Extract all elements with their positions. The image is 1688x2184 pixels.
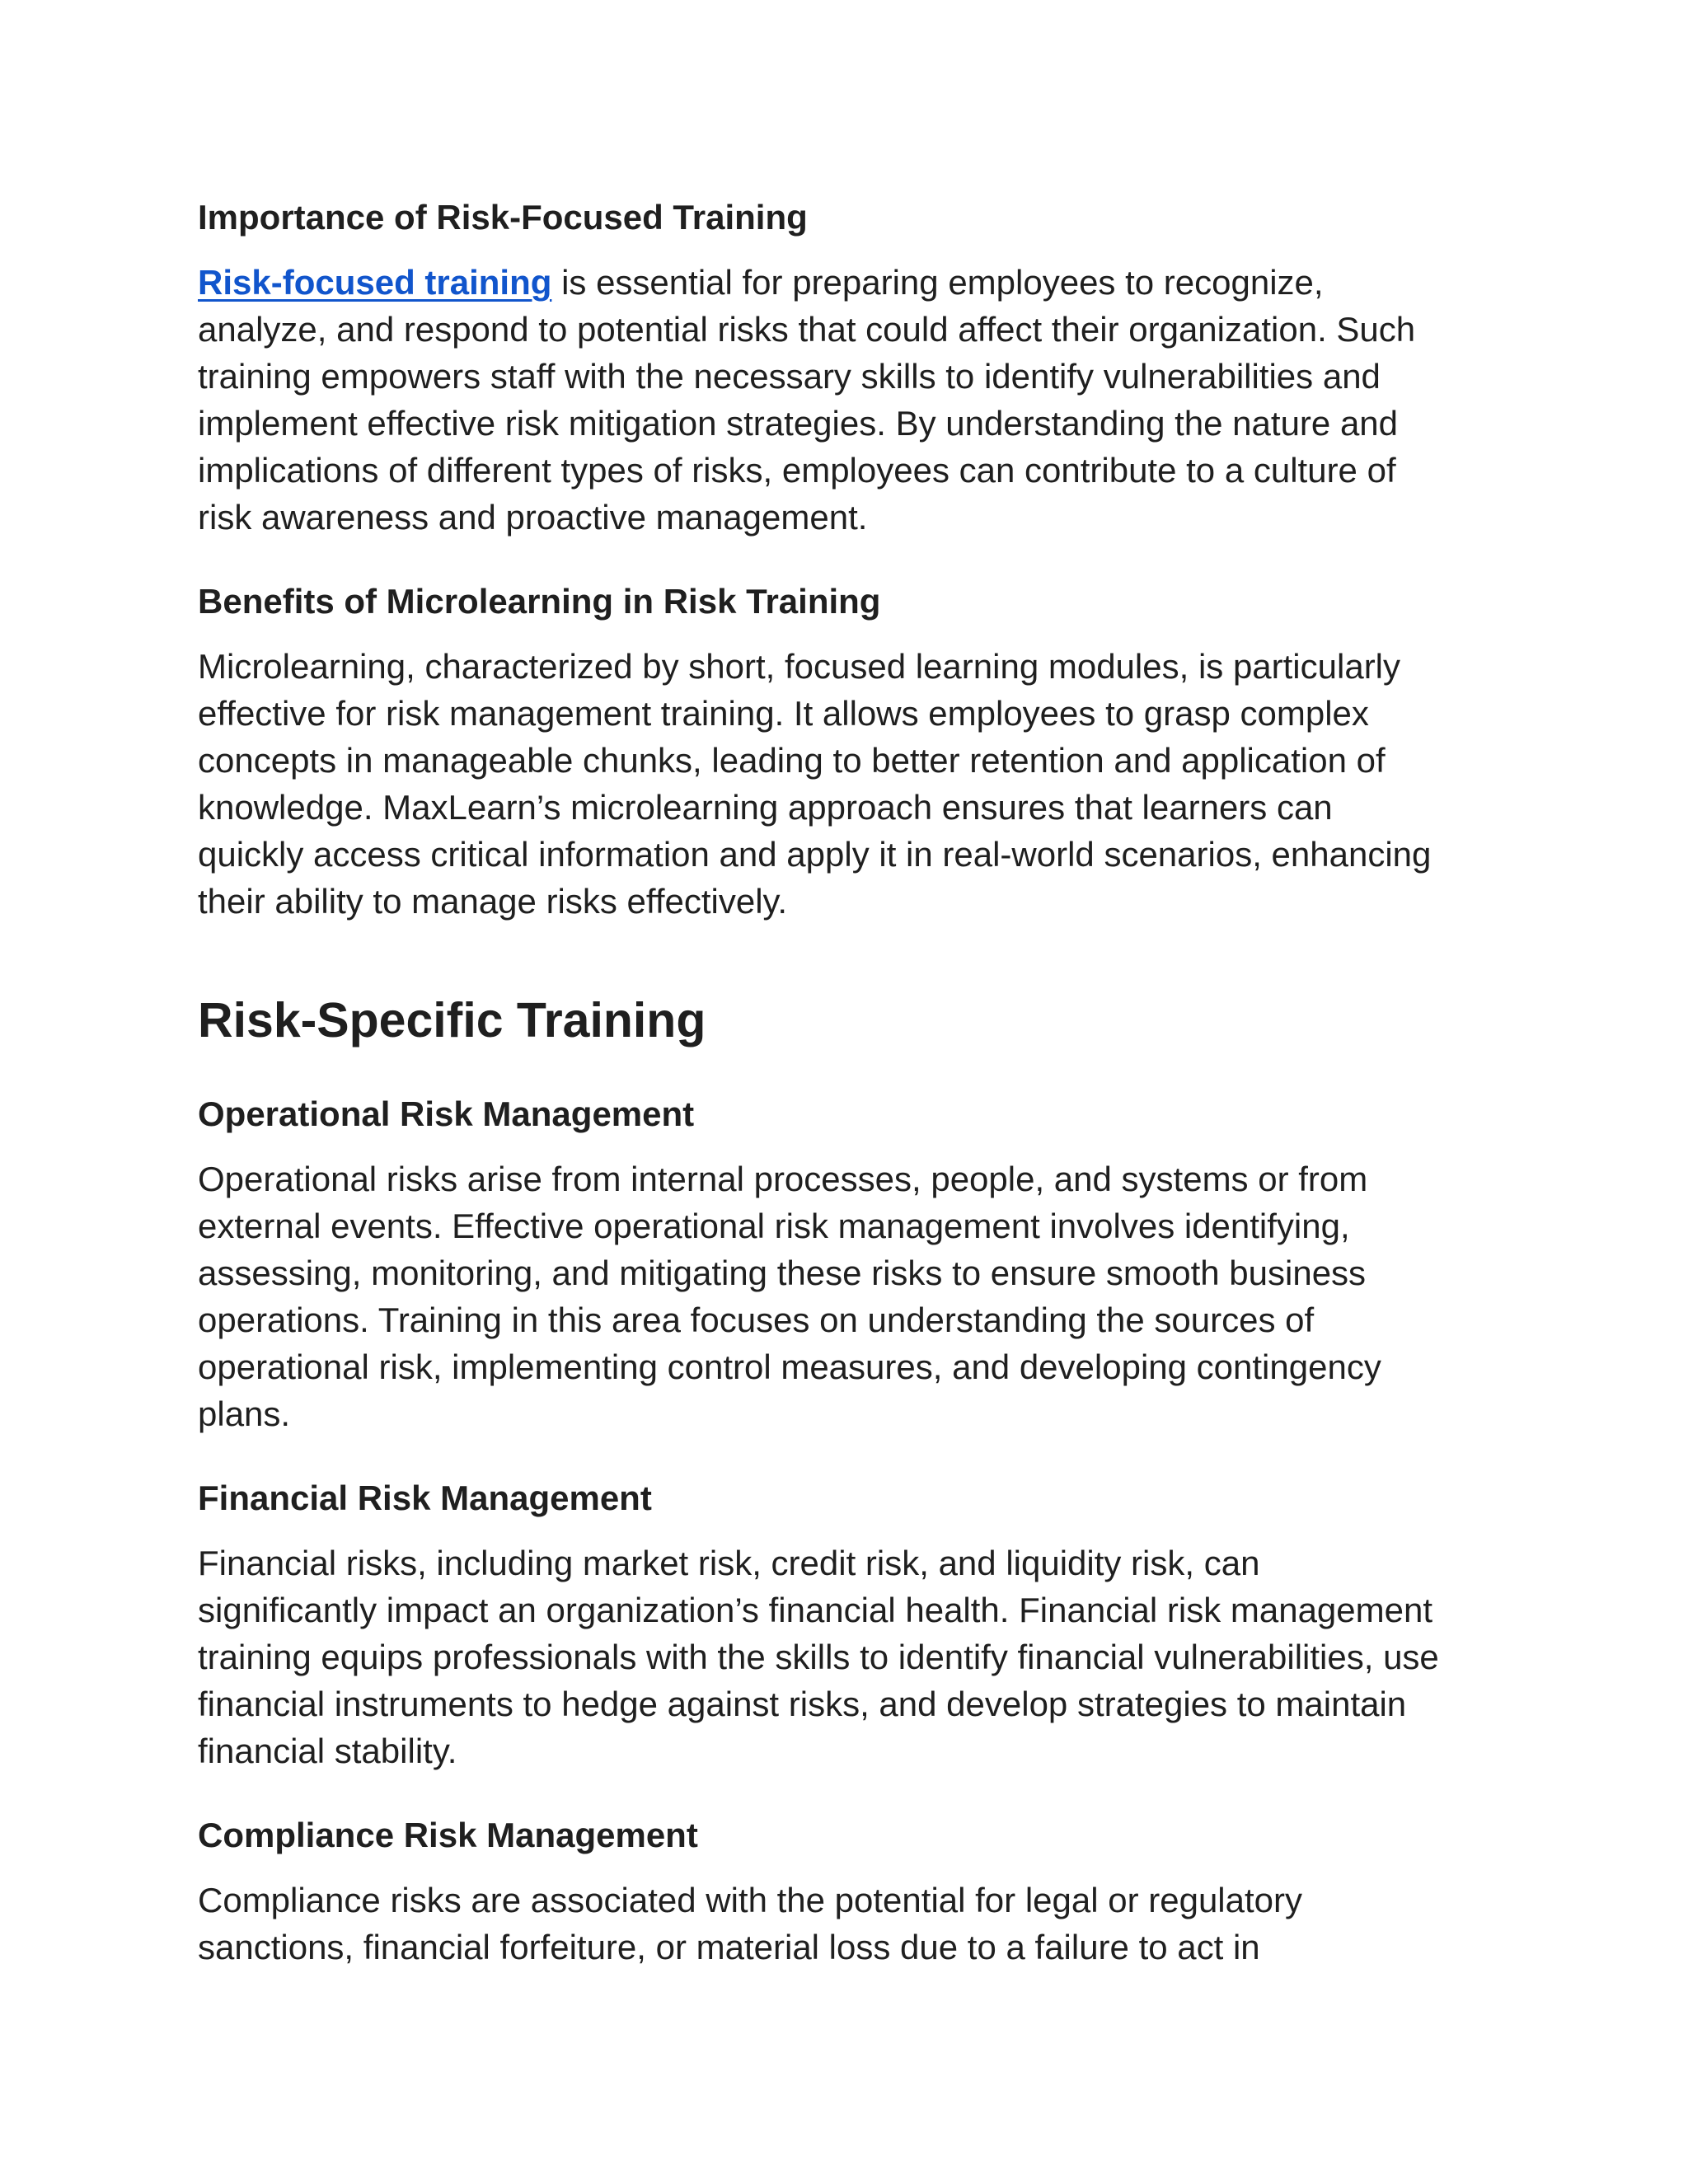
paragraph-operational [198, 1155, 1500, 1437]
paragraph-line: their ability to manage risks effectively. [198, 882, 788, 921]
paragraph-line: knowledge. MaxLearn’s microlearning approach ensures that learners can [198, 788, 1333, 827]
risk-focused-training-link[interactable]: Risk-focused training [198, 263, 552, 302]
paragraph-line: concepts in manageable chunks, leading to better retention and application of [198, 741, 1386, 780]
paragraph-line: Financial risks, including market risk, credit risk, and liquidity risk, can [198, 1544, 1260, 1582]
paragraph-line [198, 259, 1500, 306]
subsection-heading-compliance: Compliance Risk Management [198, 1816, 698, 1854]
paragraph-microlearning [198, 643, 1500, 925]
paragraph-compliance [198, 1877, 1500, 1971]
paragraph-financial [198, 1540, 1500, 1774]
paragraph-line: risk awareness and proactive management. [198, 498, 868, 537]
paragraph-line-rest: is essential for preparing employees to recognize, [551, 263, 1324, 302]
paragraph-line: external events. Effective operational risk management involves identifying, [198, 1207, 1350, 1245]
paragraph-line: operations. Training in this area focuses on understanding the sources of [198, 1301, 1315, 1339]
paragraph-line: Compliance risks are associated with the potential for legal or regulatory [198, 1881, 1303, 1919]
document-page [198, 196, 1500, 2010]
paragraph-line: training empowers staff with the necessary skills to identify vulnerabilities and [198, 357, 1381, 396]
paragraph-importance [198, 259, 1500, 541]
paragraph-line: assessing, monitoring, and mitigating these risks to ensure smooth business [198, 1254, 1367, 1292]
paragraph-line: implications of different types of risks, employees can contribute to a culture of [198, 451, 1396, 490]
paragraph-line: operational risk, implementing control measures, and developing contingency [198, 1347, 1381, 1386]
paragraph-line: financial stability. [198, 1732, 457, 1770]
paragraph-line: plans. [198, 1394, 291, 1433]
section-heading-microlearning: Benefits of Microlearning in Risk Training [198, 582, 881, 621]
main-heading: Risk-Specific Training [198, 993, 706, 1047]
subsection-heading-financial: Financial Risk Management [198, 1479, 652, 1517]
paragraph-line: implement effective risk mitigation strategies. By understanding the nature and [198, 404, 1399, 443]
paragraph-line: sanctions, financial forfeiture, or material loss due to a failure to act in [198, 1928, 1260, 1966]
subsection-heading-operational: Operational Risk Management [198, 1094, 695, 1133]
paragraph-line: analyze, and respond to potential risks that could affect their organization. Such [198, 310, 1416, 349]
paragraph-line: Operational risks arise from internal processes, people, and systems or from [198, 1160, 1368, 1198]
section-heading-importance: Importance of Risk-Focused Training [198, 198, 808, 237]
paragraph-line: Microlearning, characterized by short, focused learning modules, is particularly [198, 647, 1401, 686]
paragraph-line: effective for risk management training. It allows employees to grasp complex [198, 694, 1369, 733]
paragraph-line: training equips professionals with the skills to identify financial vulnerabilities, use [198, 1638, 1439, 1676]
paragraph-line: quickly access critical information and apply it in real-world scenarios, enhancing [198, 835, 1432, 874]
paragraph-line: significantly impact an organization’s financial health. Financial risk management [198, 1591, 1433, 1629]
paragraph-line: financial instruments to hedge against risks, and develop strategies to maintain [198, 1685, 1407, 1723]
